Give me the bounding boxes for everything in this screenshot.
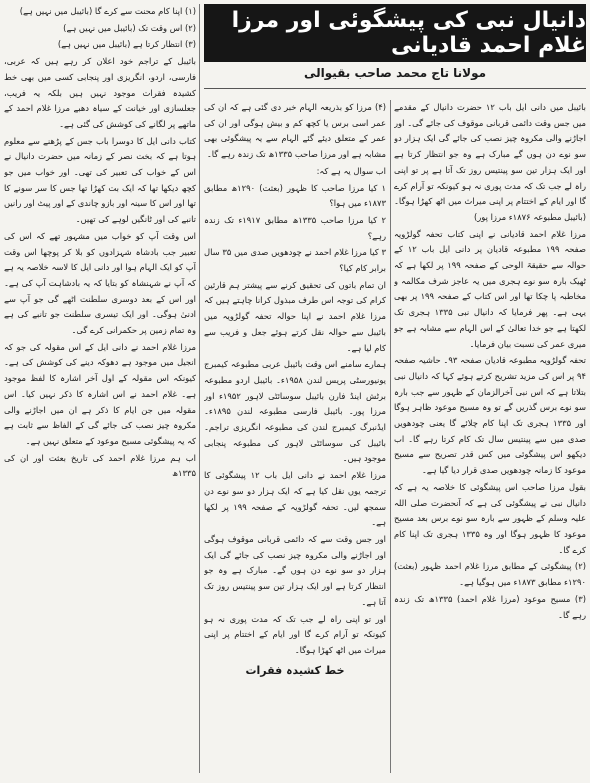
paragraph: اور تو اپنی راہ لے جب تک کہ مدت پوری نہ ہو کیونکہ تو آرام کرے گا اور ایام کے اختتام پر اپنی میراث میں اٹھ کھڑا ہوگا۔ [204, 613, 386, 655]
newspaper-page [4, 4, 586, 779]
paragraph: ان تمام باتوں کی تحقیق کرنے سے پیشتر ہم قارئین کرام کی توجہ اس طرف مبذول کرانا چاہتے ہیں کہ مرزا غلام احمد نے اپنا حوالہ تحفہ گولڑویہ میں بائیبل سے حوالہ نقل کرتے ہوئے جعل و فریب سے کام لیا ہے۔ [204, 279, 386, 353]
headline: دانیال نبی کی پیشگوئی اور مرزا غلام احمد قادیانی [231, 8, 586, 58]
paragraph: ۲ کیا مرزا صاحب ۱۳۳۵ھ مطابق ۱۹۱۷ء تک زندہ رہے؟ [204, 214, 386, 241]
byline: مولانا تاج محمد صاحب بقیوالی [204, 66, 586, 89]
column-middle [204, 100, 386, 779]
paragraph: (۲) پیشگوئی کے مطابق مرزا غلام احمد ظہور (بعثت) ۱۲۹۰ء مطابق ۱۸۷۳ء میں ہوگیا ہے۔ [394, 561, 586, 588]
paragraph: مرزا غلام احمد نے دانی ایل باب ۱۲ پیشگوئی کا ترجمہ یوں نقل کیا ہے کہ ایک ہزار دو سو نوے دن سمجھ لیں۔ تحفہ گولڑویہ کے صفحہ ۱۹۹ پر لکھا ہے۔ [204, 470, 386, 528]
paragraph: مرزا غلام احمد نے دانی ایل کے اس مقولہ کی جو کہ انجیل میں موجود ہے دھوکہ دینے کی کوشش کی ہے۔ کیونکہ اس مقولہ کے اول آخر اشارہ کا لفظ موجود ہے۔ غلام احمد نے اس اشارہ کا ذکر نہیں کیا۔ اس مقولہ میں جن ایام کا ذکر ہے ان میں اجاڑنے والی مکروہ چیز نصب کی جائے گی کے الفاظ سے ثابت ہے کہ یہ پیشگوئی مسیح موعود کے متعلق نہیں ہے۔ [4, 341, 196, 446]
sub-heading: خط کشیدہ فقرات [245, 663, 345, 677]
headline-box [204, 4, 586, 62]
paragraph: اور جس وقت سے کہ دائمی قربانی موقوف ہوگی اور اجاڑنے والی مکروہ چیز نصب کی جائے گی ایک ہزار دو سو نوے دن ہوں گے۔ مبارک ہے وہ جو انتظار کرتا ہے اور ایک ہزار تین سو پینتیس روز تک آتا ہے۔ [204, 533, 386, 607]
paragraph: کتاب دانی ایل کا دوسرا باب جس کے پڑھنے سے معلوم ہوتا ہے کہ بخت نصر کے زمانہ میں حضرت دانیال نے اس کے خواب کی تعبیر کی تھی۔ اور خواب میں جو کچھ دیکھا تھا کہ ایک بت کھڑا تھا جس کا سر سونے کا تھا اور اس کا سینہ اور بازو چاندی کے اور پیٹ اور رانیں تانبے کی اور ٹانگیں لوہے کی تھیں۔ [4, 135, 196, 225]
column-divider [199, 4, 200, 773]
paragraph: تحفہ گولڑویہ مطبوعہ قادیان صفحہ ۹۳۔ حاشیہ صفحہ ۹۴ پر اس کی مزید تشریح کرتے ہوئے کہا کہ دانیال نبی بتلاتا ہے کہ اس نبی آخرالزمان کے ظہور سے جب بارہ سو نوے برس گذریں گے تو وہ مسیح موعود ظاہر ہوگا اور ۱۳۳۵ ہجری تک اپنا کام چلائے گا یعنی چودھویں صدی میں سے پینتیس سال تک کام کرتا رہے گا۔ اب دیکھو اس پیشگوئی میں کس قدر تصریح سے مسیح موعود کا زمانہ چودھویں صدی قرار دیا گیا ہے۔ [394, 355, 586, 476]
paragraph: (۲) اس وقت تک (بائیبل میں نہیں ہے) [63, 22, 196, 33]
paragraph: ۳ کیا مرزا غلام احمد نے چودھویں صدی میں ۳۵ سال برابر کام کیا؟ [204, 247, 386, 274]
paragraph: (۴) مرزا کو بذریعہ الہام خبر دی گئی ہے کہ ان کی عمر اسی برس یا کچھ کم و بیش ہوگی اور ان کی عمر کے متعلق دیئے گئے الہام سے یہ پیشگوئی بھی مشابہ ہے اور مرزا صاحب ۱۳۳۵ھ تک زندہ رہے گا۔ [204, 102, 386, 160]
column-right [394, 100, 586, 779]
paragraph: بائیبل کے تراجم خود اعلان کر رہے ہیں کہ عربی، فارسی، اردو، انگریزی اور پنجابی کسی میں بھی خط کشیدہ فقرات موجود نہیں ہیں بلکہ یہ فریب، جعلسازی اور خیانت کے سیاہ دھبے مرزا غلام احمد کے ماتھے پر لگانے کی کوشش کی گئی ہے۔ [4, 56, 196, 129]
paragraph: (۳) انتظار کرتا ہے (بائیبل میں نہیں ہے) [57, 39, 196, 50]
paragraph: بائیبل میں دانی ایل باب ۱۲ حضرت دانیال کے مقدمے میں جس وقت دائمی قربانی موقوف کی جائے گی۔ اور اجاڑنے والی مکروہ چیز نصب کی جائے گی ایک ہزار دو سو نوے دن ہوں گے مبارک ہے وہ جو انتظار کرتا ہے اور ایک ہزار تین سو پینتیس روز تک آتا ہے پر تو اپنی راہ لے جب تک کہ مدت پوری نہ ہو کیونکہ تو آرام کرے گا اور ایام کے اختتام پر اپنی میراث میں اٹھ کھڑا ہوگا۔ (بائیبل مطبوعہ ۱۸۷۶ء مرزا پور) [394, 102, 586, 222]
column-divider [390, 100, 391, 773]
paragraph: (۳) مسیح موعود (مرزا غلام احمد) ۱۳۳۵ھ تک زندہ رہے گا۔ [394, 593, 586, 620]
paragraph: ہمارے سامنے اس وقت بائیبل عربی مطبوعہ کیمبرج یونیورسٹی پریس لندن ۱۹۵۸ء۔ بائیبل اردو مطبوعہ برٹش اینڈ فارن بائیبل سوسائٹی لاہور ۱۹۵۲ء اور مرزا پور۔ بائیبل فارسی مطبوعہ لندن ۱۸۹۵ء۔ ایڈنبرگ کیمبرج لندن کی مطبوعہ انگریزی تراجم۔ بائیبل کی سوسائٹی لاہور کی مطبوعہ پنجابی موجود ہیں۔ [204, 359, 386, 464]
paragraph: بقول مرزا صاحب اس پیشگوئی کا خلاصہ یہ ہے کہ دانیال نبی نے پیشگوئی کی ہے کہ آنحضرت صلی اللہ علیہ وسلم کے ظہور سے بارہ سو نوے برس بعد مسیح موعود کا ظہور ہوگا اور وہ ۱۳۳۵ ہجری تک اپنا کام کرے گا۔ [394, 481, 586, 555]
paragraph: (۱) اپنا کام محنت سے کرے گا (بائیبل میں نہیں ہے) [19, 6, 196, 16]
paragraph: اس وقت آپ کو خواب میں مشہور تھے کہ اس کی تعبیر جب بادشاہ شہزادوں کو بلا کر پوچھا اس وقت آپ کو ایک الہام ہوا اور دانی ایل کا لاسہ خلاصہ یہ ہے کہ آپ نے شہنشاہ کو بتایا کہ یہ بادشاہت آپ کی ہے۔ اور اس کے بعد دوسری سلطنت اٹھے گی جو آپ سے ادنیٰ ہوگی۔ اور ایک تیسری سلطنت جو تانبے کی ہے وہ تمام زمین پر حکمرانی کرے گی۔ [4, 230, 196, 336]
paragraph: اب ہم مرزا غلام احمد کی تاریخ بعثت اور ان کی ۱۳۳۵ھ [4, 452, 196, 479]
paragraph: اب سوال یہ ہے کہ: [316, 165, 386, 176]
paragraph: مرزا غلام احمد قادیانی نے اپنی کتاب تحفہ گولڑویہ صفحہ ۱۹۹ مطبوعہ قادیان پر دانی ایل باب ۱۲ کے حوالہ سے حقیقۃ الوحی کے صفحہ ۱۹۹ پر لکھا ہے کہ ٹھیک بارہ سو نوے ہجری میں یہ عاجز شرف مکالمہ و مخاطبہ پا چکا تھا اور اس کتاب کے صفحہ ۱۹۹ پر بھی یہی ہے۔ پھر فرمایا کہ دانیال نبی ۱۳۳۵ ہجری تک لکھتا ہے جو خدا تعالیٰ کے اس الہام سے مشابہ ہے جو میری عمر کی نسبت بیان فرمایا۔ [394, 228, 586, 349]
column-left [4, 4, 196, 779]
paragraph: ۱ کیا مرزا صاحب کا ظہور (بعثت) ۱۲۹۰ھ مطابق ۱۸۷۳ء میں ہوا؟ [204, 182, 386, 209]
